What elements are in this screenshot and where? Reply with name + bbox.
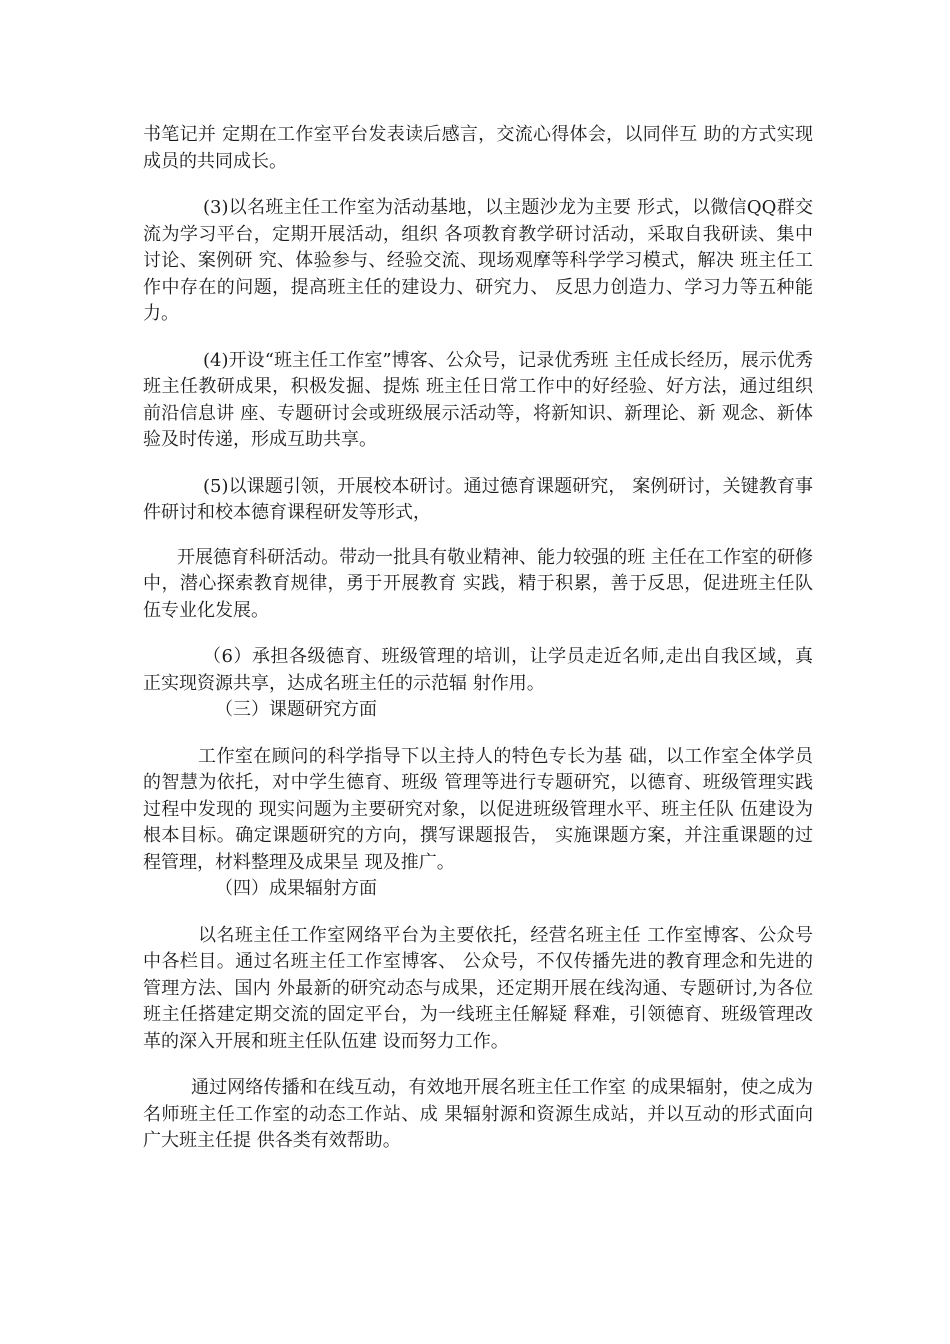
paragraph-outcome-radiation: 通过网络传播和在线互动，有效地开展名班主任工作室 的成果辐射，使之成为名师班主任工作室的动态工作站、成 果辐射源和资源生成站，并以互动的形式面向广大班主任提 供各类有效帮助。: [143, 1077, 813, 1151]
paragraph-item-5: (5)以课题引领，开展校本研讨。通过德育课题研究， 案例研讨，关键教育事件研讨和校本德育课程研发等形式，: [143, 475, 813, 523]
paragraph-online-platform: 以名班主任工作室网络平台为主要依托，经营名班主任 工作室博客、公众号中各栏目。通过名班主任工作室博客、 公众号，不仅传播先进的教育理念和先进的管理方法、国内 外最新的研究动态与成果，还定期开展在线沟通、专题研讨,为各位班主任搭建定期交流的固定平台，为一线班主任解疑 释难，引领德育、班级管理改革的深入开展和班主任队伍建 设而努力工作。: [143, 924, 813, 1052]
paragraph-item-6: （6）承担各级德育、班级管理的培训，让学员走近名师,走出自我区域，真正实现资源共享，达成名班主任的示范辐 射作用。: [143, 646, 813, 694]
paragraph-item-3: (3)以名班主任工作室为活动基地，以主题沙龙为主要 形式，以微信QQ群交流为学习平台，定期开展活动，组织 各项教育教学研讨活动，采取自我研读、集中讨论、案例研 究、体验参与、经验交流、现场观摩等科学学习模式，解决 班主任工作中存在的问题，提高班主任的建设力、研究力、 反思力创造力、学习力等五种能力。: [143, 197, 813, 324]
paragraph-research-activities: 开展德育科研活动。带动一批具有敬业精神、能力较强的班 主任在工作室的研修中，潜心探索教育规律，勇于开展教育 实践，精于积累，善于反思，促进班主任队伍专业化发展。: [143, 546, 813, 621]
section-heading-3: （三）课题研究方面: [215, 699, 377, 720]
paragraph-reading-notes: 书笔记并 定期在工作室平台发表读后感言，交流心得体会，以同伴互 助的方式实现成员的共同成长。: [143, 124, 813, 172]
section-heading-4: （四）成果辐射方面: [215, 878, 377, 899]
paragraph-topic-research: 工作室在顾问的科学指导下以主持人的特色专长为基 础，以工作室全体学员的智慧为依托，对中学生德育、班级 管理等进行专题研究，以德育、班级管理实践过程中发现的 现实问题为主要研究对象，以促进班级管理水平、班主任队 伍建设为根本目标。确定课题研究的方向，撰写课题报告， 实施课题方案，并注重课题的过程管理，材料整理及成果呈 现及推广。: [143, 745, 813, 873]
paragraph-item-4: (4)开设“班主任工作室”博客、公众号，记录优秀班 主任成长经历，展示优秀班主任教研成果，积极发掘、提炼 班主任日常工作中的好经验、好方法，通过组织前沿信息讲 座、专题研讨会或班级展示活动等，将新知识、新理论、新 观念、新体验及时传递，形成互助共享。: [143, 349, 813, 450]
document-page: [143, 122, 813, 1155]
